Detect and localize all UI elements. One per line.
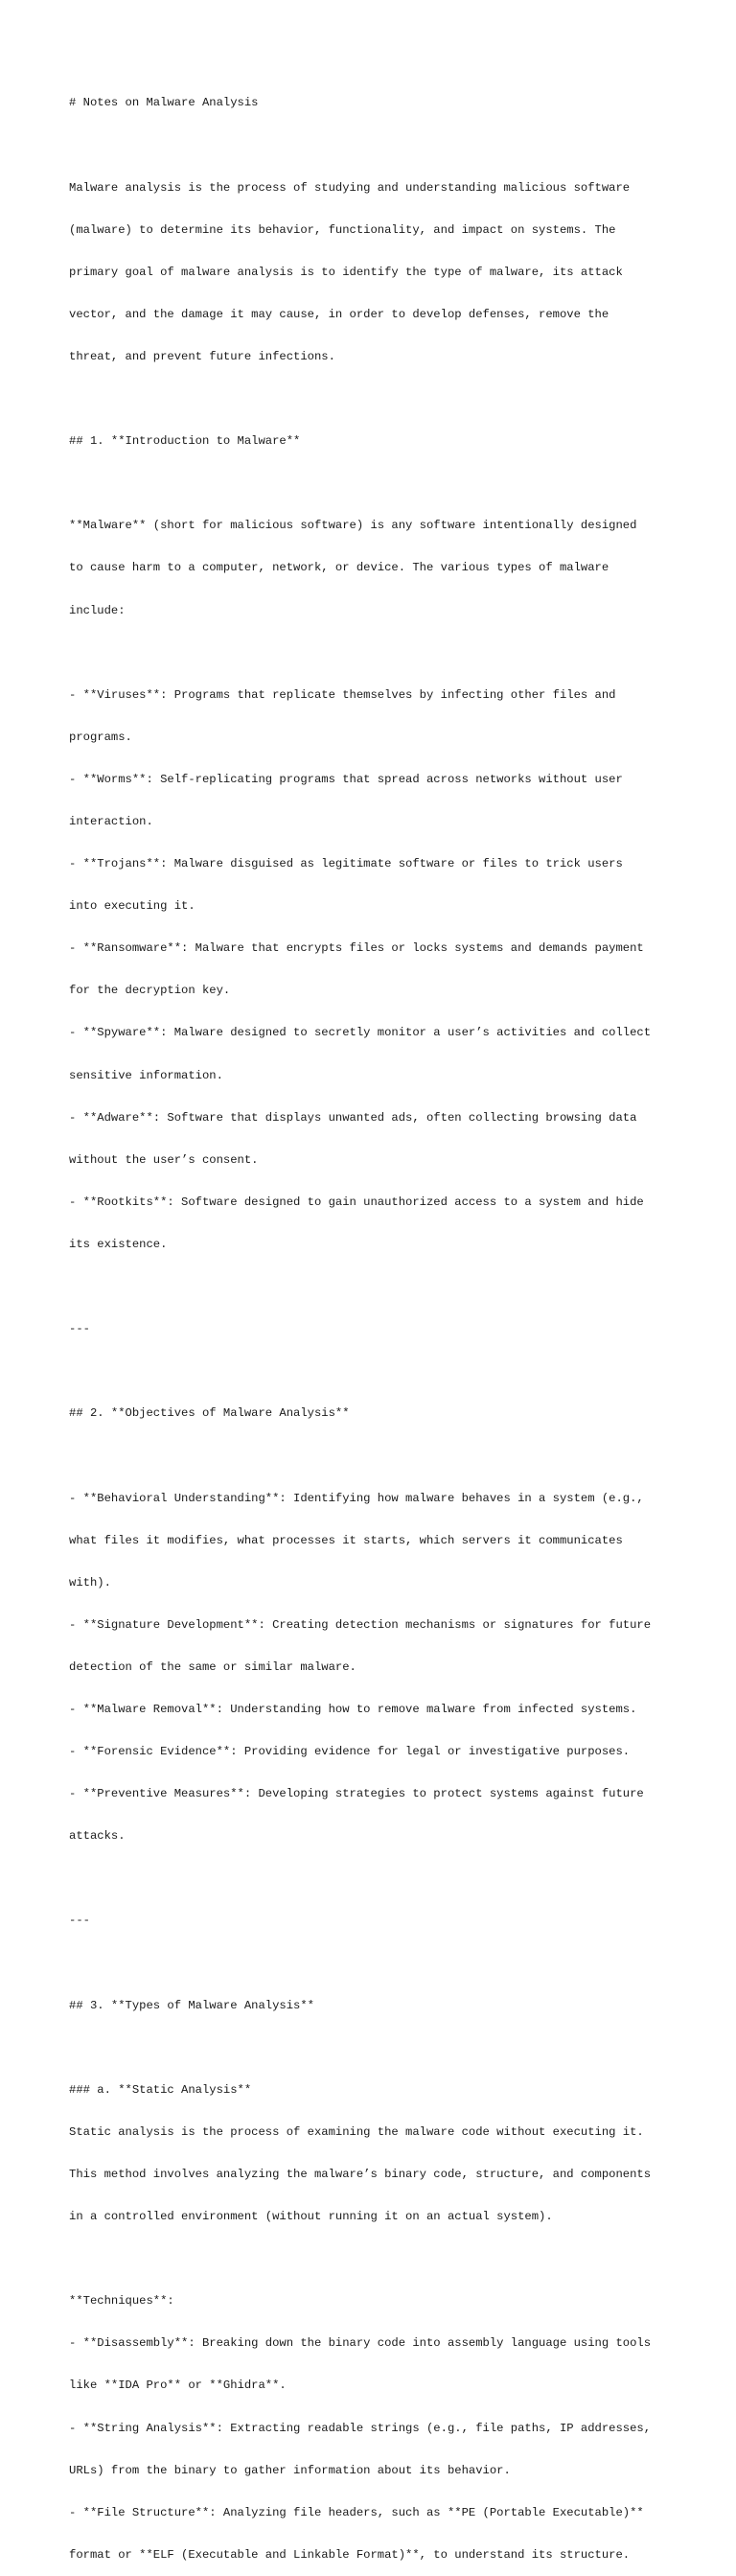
list-item-line: - **Ransomware**: Malware that encrypts files or locks systems and demands payment [69,941,644,956]
list-item-line: programs. [69,730,132,744]
list-item-line: detection of the same or similar malware. [69,1659,356,1674]
paragraph-line: in a controlled environment (without running it on an actual system). [69,2210,553,2224]
list-item-line: for the decryption key. [69,984,231,998]
list-item-line: - **Disassembly**: Breaking down the binary code into assembly language using tools [69,2336,652,2351]
list-item-line: - **Worms**: Self-replicating programs that spread across networks without user [69,772,623,786]
paragraph-line: This method involves analyzing the malware’s binary code, structure, and components [69,2168,652,2181]
blank-line [69,476,682,491]
blank-line [69,392,682,406]
paragraph-line: to cause harm to a computer, network, or device. The various types of malware [69,561,610,575]
techniques-label: **Techniques**: [69,2294,174,2309]
list-item-line: - **Signature Development**: Creating detection mechanisms or signatures for future [69,1617,652,1632]
paragraph-line: include: [69,603,126,617]
subsection-heading: ### a. **Static Analysis** [69,2082,252,2097]
intro-paragraph-line: Malware analysis is the process of studying and understanding malicious software [69,180,631,195]
blank-line [69,646,682,661]
horizontal-rule: --- [69,1322,90,1336]
section-heading: ## 3. **Types of Malware Analysis** [69,1998,314,2012]
list-item-line: attacks. [69,1829,126,1844]
list-item-line: without the user’s consent. [69,1152,259,1167]
blank-line [69,1280,682,1294]
list-item-line: - **Preventive Measures**: Developing strategies to protect systems against future [69,1787,644,1801]
blank-line [69,1364,682,1379]
list-item-line: - **Forensic Evidence**: Providing evidence for legal or investigative purposes. [69,1745,631,1759]
list-item-line: - **Rootkits**: Software designed to gain unauthorized access to a system and hide [69,1195,644,1209]
list-item-line: - **Spyware**: Malware designed to secretly monitor a user’s activities and collect [69,1026,652,1040]
intro-paragraph-line: primary goal of malware analysis is to identify the type of malware, its attack [69,265,623,279]
list-item-line: - **String Analysis**: Extracting readable strings (e.g., file paths, IP addresses, [69,2421,652,2435]
paragraph-line: Static analysis is the process of examining the malware code without executing it. [69,2124,644,2139]
blank-line [69,1871,682,1886]
intro-paragraph-line: (malware) to determine its behavior, functionality, and impact on systems. The [69,222,616,237]
list-item-line: like **IDA Pro** or **Ghidra**. [69,2379,287,2393]
heading-title: # Notes on Malware Analysis [69,96,259,110]
list-item-line: sensitive information. [69,1068,223,1082]
intro-paragraph-line: threat, and prevent future infections. [69,349,335,363]
document-body [69,68,682,2576]
list-item-line: what files it modifies, what processes it starts, which servers it communicates [69,1533,623,1547]
horizontal-rule: --- [69,1914,90,1928]
list-item-line: with). [69,1575,111,1590]
blank-line [69,1449,682,1463]
list-item-line: - **Malware Removal**: Understanding how to remove malware from infected systems. [69,1702,637,1716]
blank-line [69,2041,682,2055]
list-item-line: URLs) from the binary to gather information about its behavior. [69,2463,511,2477]
section-heading: ## 1. **Introduction to Malware** [69,434,301,449]
blank-line [69,2252,682,2266]
list-item-line: into executing it. [69,899,196,914]
list-item-line: its existence. [69,1237,168,1251]
list-item-line: interaction. [69,815,153,828]
blank-line [69,139,682,153]
intro-paragraph-line: vector, and the damage it may cause, in order to develop defenses, remove the [69,307,610,321]
list-item-line: - **Viruses**: Programs that replicate themselves by infecting other files and [69,687,616,702]
list-item-line: - **File Structure**: Analyzing file headers, such as **PE (Portable Executable)** [69,2505,644,2519]
list-item-line: format or **ELF (Executable and Linkable Format)**, to understand its structure. [69,2547,631,2562]
blank-line [69,1957,682,1971]
list-item-line: - **Trojans**: Malware disguised as legitimate software or files to trick users [69,857,623,871]
paragraph-line: **Malware** (short for malicious software) is any software intentionally designed [69,519,637,533]
list-item-line: - **Behavioral Understanding**: Identifying how malware behaves in a system (e.g., [69,1491,644,1505]
section-heading: ## 2. **Objectives of Malware Analysis** [69,1406,350,1421]
list-item-line: - **Adware**: Software that displays unwanted ads, often collecting browsing data [69,1110,637,1125]
